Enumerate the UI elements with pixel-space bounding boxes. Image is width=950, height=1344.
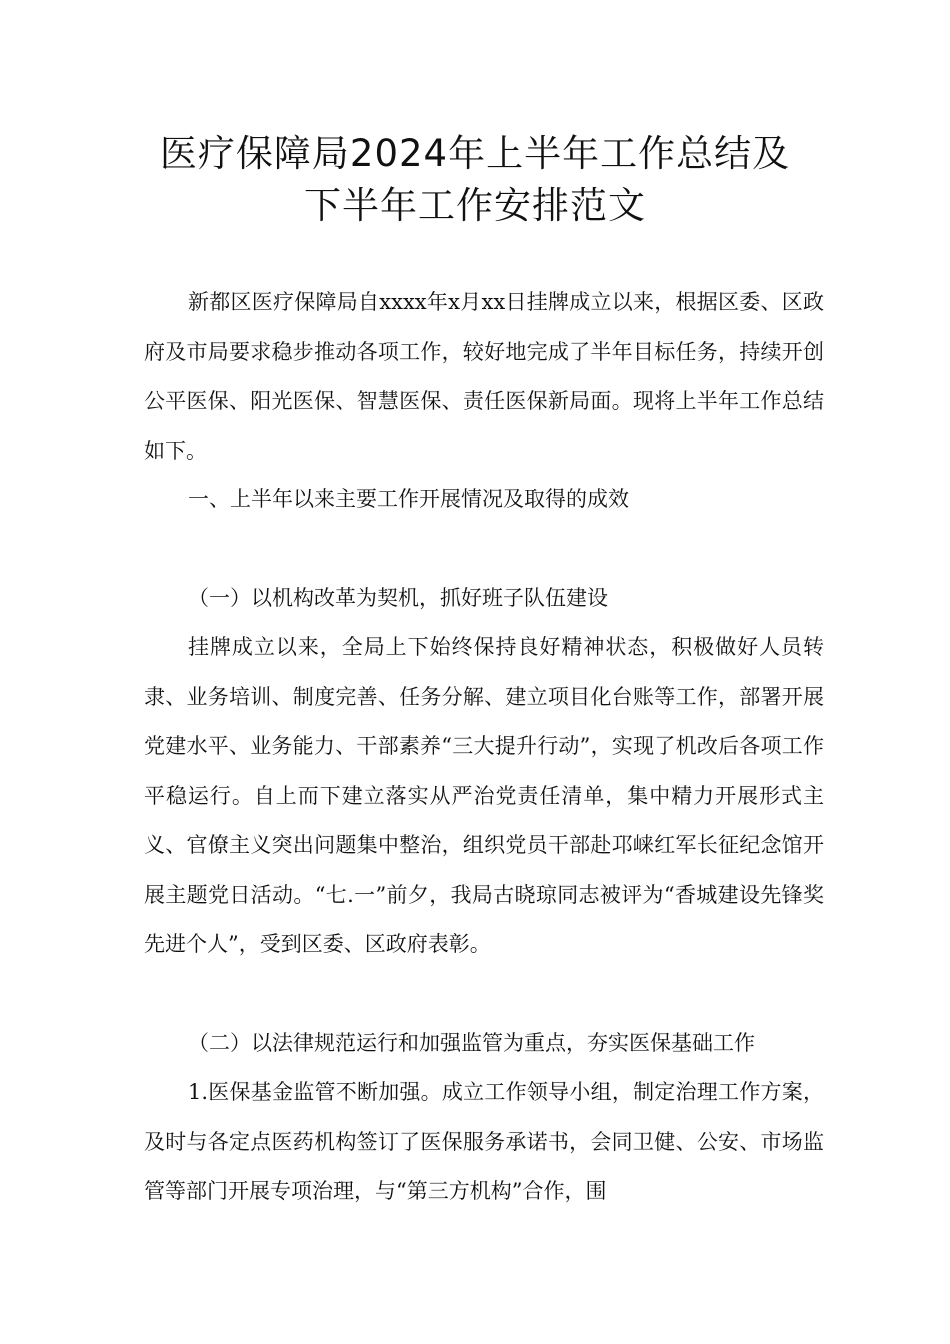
document-title [100, 128, 850, 232]
subsection-heading-2: （二）以法律规范运行和加强监管为重点，夯实医保基础工作 [188, 1031, 755, 1055]
item-1-paragraph: 1.医保基金监管不断加强。成立工作领导小组，制定治理工作方案，及时与各定点医药机构签订了医保服务承诺书，会同卫健、公安、市场监管等部门开展专项治理，与“第三方机构”合作，围 [144, 1080, 824, 1203]
section-heading-1: 一、上半年以来主要工作开展情况及取得的成效 [188, 487, 629, 511]
subsection-heading-1: （一）以机构改革为契机，抓好班子队伍建设 [188, 586, 608, 610]
title-line-2: 下半年工作安排范文 [304, 184, 646, 227]
subsection-1-body: 挂牌成立以来，全局上下始终保持良好精神状态，积极做好人员转隶、业务培训、制度完善、任务分解、建立项目化台账等工作，部署开展党建水平、业务能力、干部素养“三大提升行动”，实现了机改后各项工作平稳运行。自上而下建立落实从严治党责任清单，集中精力开展形式主义、官僚主义突出问题集中整治，组织党员干部赴邛崃红军长征纪念馆开展主题党日活动。“七.一”前夕，我局古晓琼同志被评为“香城建设先锋奖先进个人”，受到区委、区政府表彰。 [144, 635, 824, 956]
intro-paragraph: 新都区医疗保障局自xxxx年x月xx日挂牌成立以来，根据区委、区政府及市局要求稳步推动各项工作，较好地完成了半年目标任务，持续开创公平医保、阳光医保、智慧医保、责任医保新局面。现将上半年工作总结如下。 [144, 290, 824, 463]
title-line-1: 医疗保障局2024年上半年工作总结及 [159, 132, 791, 175]
